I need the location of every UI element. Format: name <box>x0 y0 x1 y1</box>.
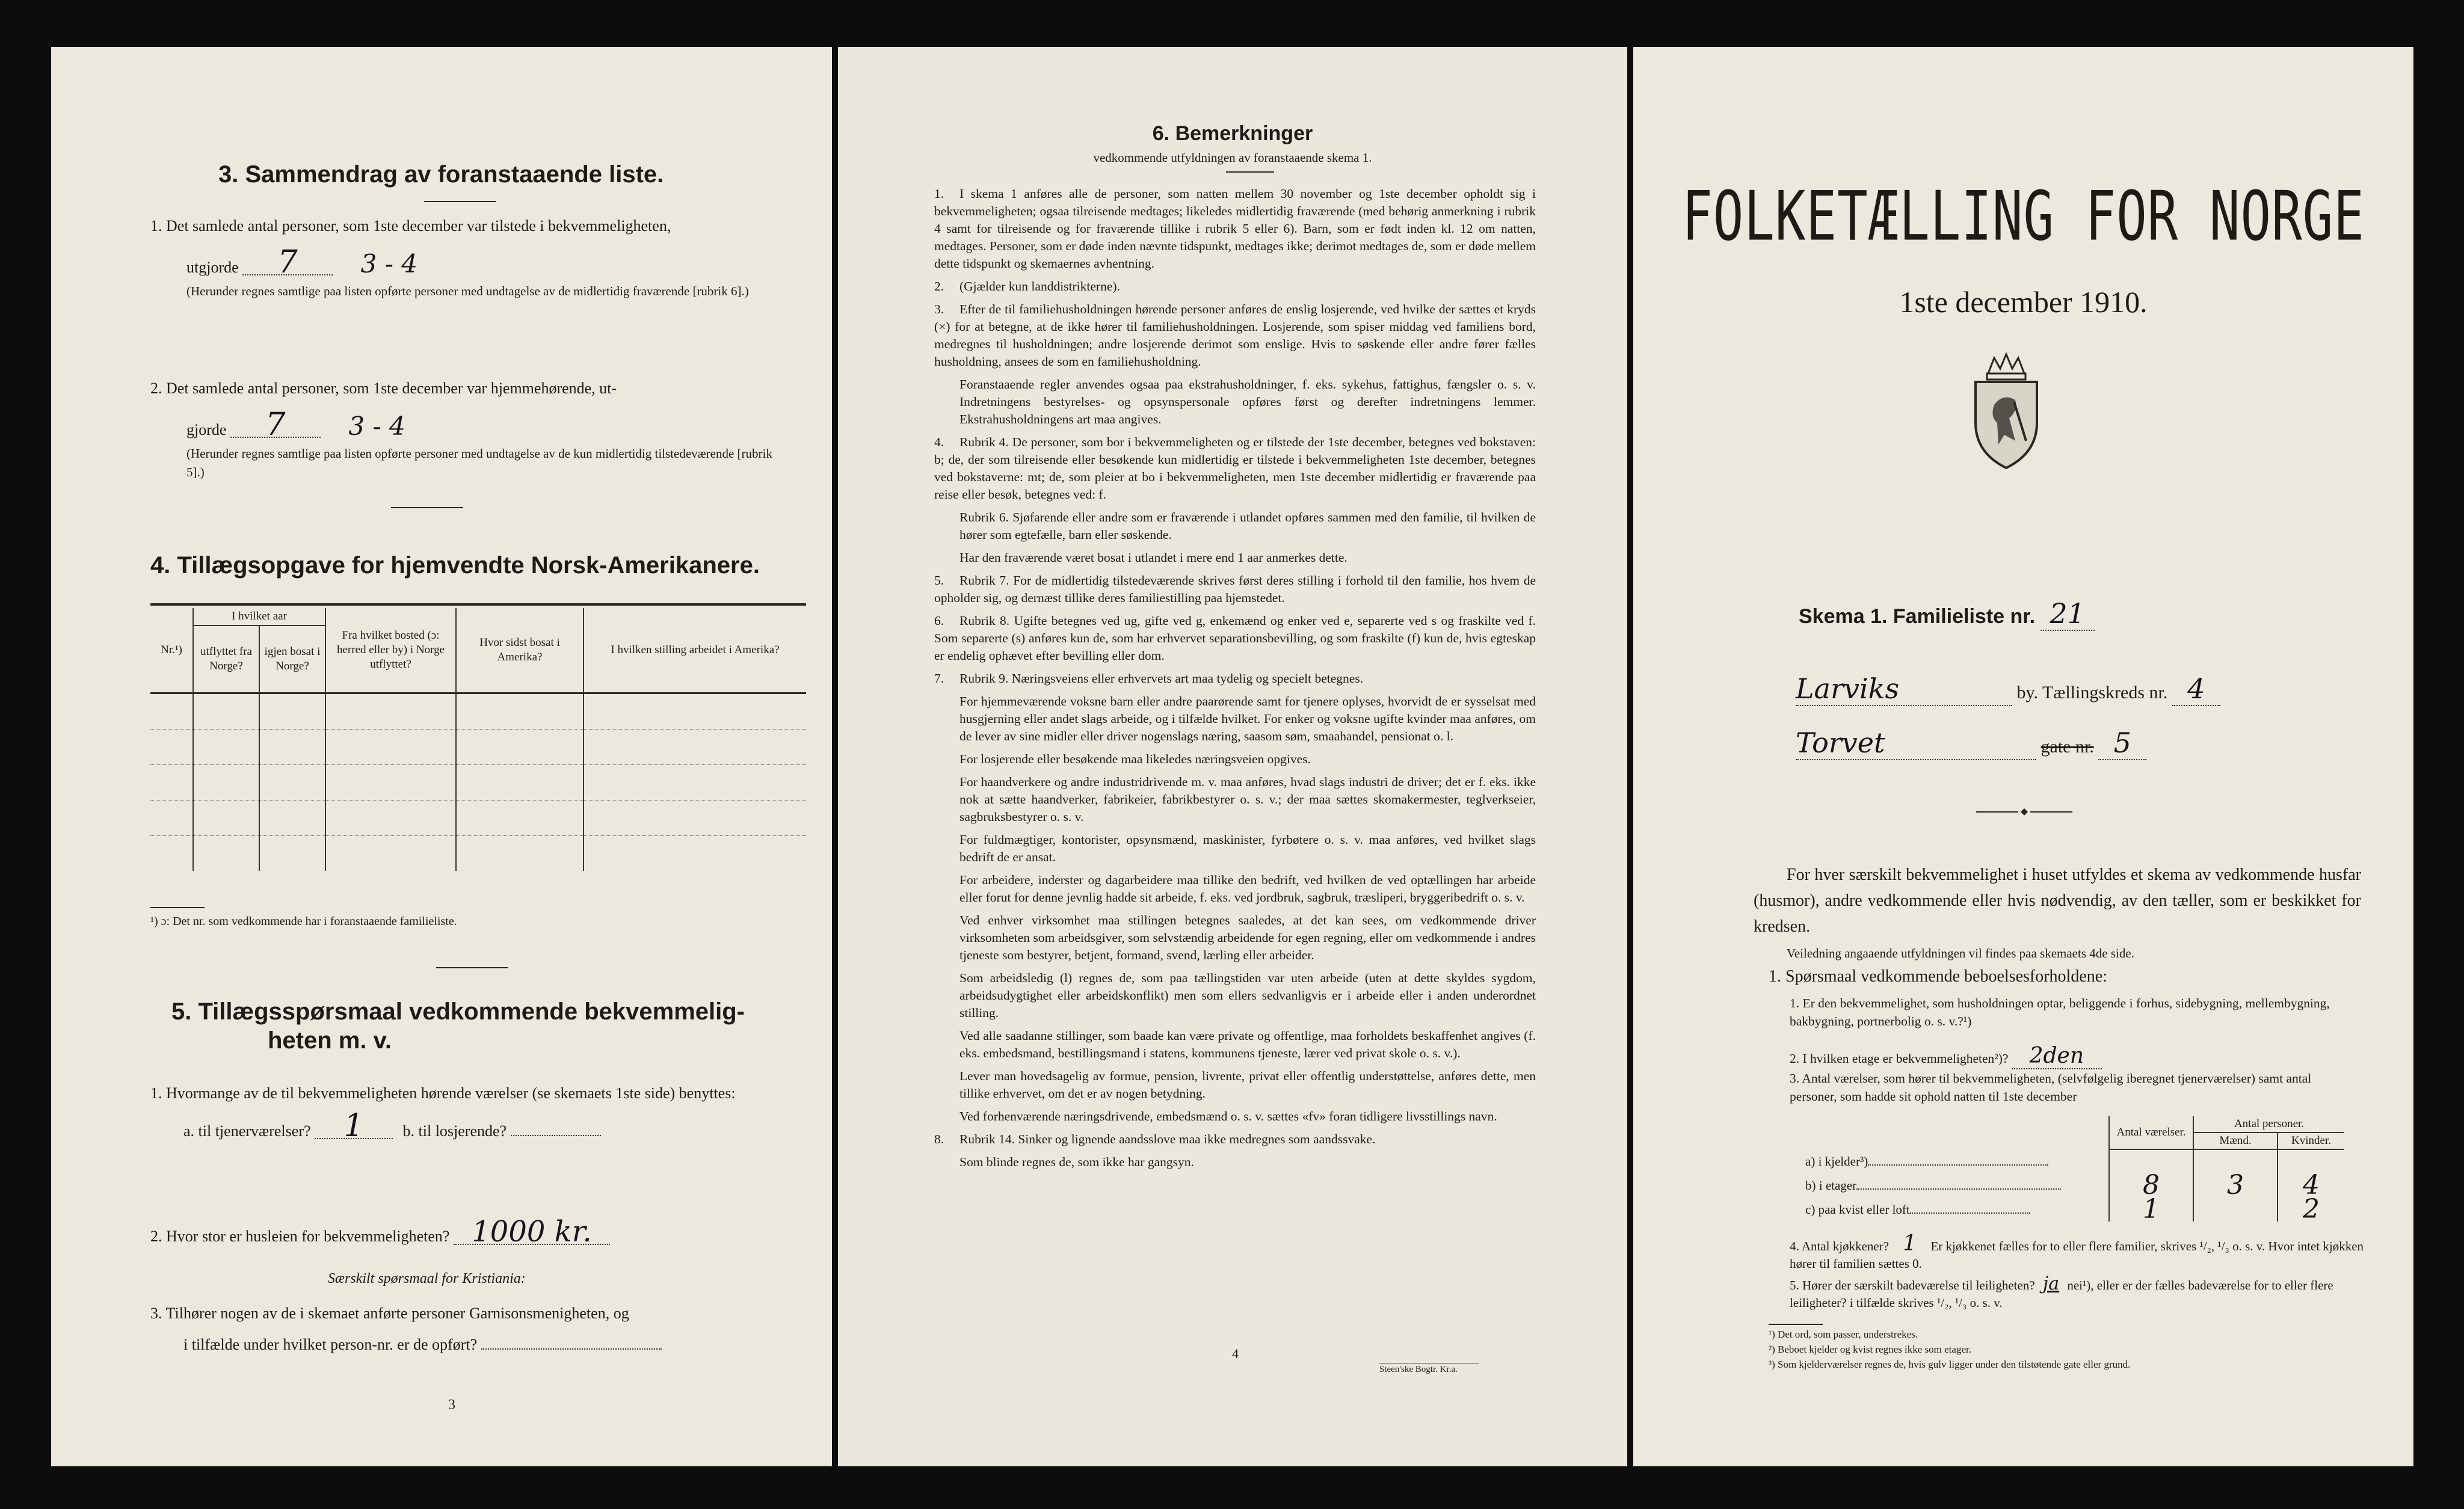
middle-page <box>838 47 1627 1466</box>
bemerkninger-subtitle: vedkommende utfyldningen av foranstaaende skema 1. <box>1093 150 1372 165</box>
gate-value[interactable]: Torvet <box>1796 727 2036 760</box>
bemerkning-item <box>934 509 1536 544</box>
bemerkning-item <box>934 434 1536 503</box>
cell-vaer[interactable]: 1 <box>2109 1197 2193 1222</box>
sec5-q1-text: 1. Hvormange av de til bekvemmeligheten hørende værelser (se skemaets 1ste side) benyttes: <box>150 1084 736 1102</box>
bemerkning-item <box>934 549 1536 567</box>
rooms-table <box>1803 1116 2344 1225</box>
sec3-q2-text: 2. Det samlede antal personer, som 1ste december var hjemmehørende, ut- <box>150 380 617 397</box>
bemerkning-item <box>934 376 1536 428</box>
bemerkning-item <box>934 1131 1536 1148</box>
sec5-q3 <box>150 1298 812 1360</box>
norsk-amerikanere-table <box>150 608 806 871</box>
q1: 1. Er den bekvemmelighet, som husholdningen optar, beliggende i forhus, sidebygning, mellembygning, bakbygning, portnerbolig o. s. v.?¹) <box>1790 996 2330 1028</box>
schema-line <box>1799 597 2095 631</box>
right-page <box>1633 47 2413 1466</box>
sec3-q2-sub: (Herunder regnes samtlige paa listen opførte personer med undtagelse av de kun midlertidig tilstedeværende [rubrik 5].) <box>186 446 772 479</box>
bemerkning-text: Rubrik 14. Sinker og lignende aandsslove maa ikke medregnes som aandssvake. <box>959 1132 1376 1146</box>
bemerkning-text: For hjemmeværende voksne barn eller andre paarørende samt for tjenere oplyses, hvorvidt de er sysselsat med husgjerning eller andet slags arbeide, og i tilfælde hvilket. For enker og voksne ugifte kvinder maa anføres, om de lever av sine midler eller driver nogenslags næring, saasom søm, smaahandel, pensionat o. l. <box>959 694 1536 743</box>
bemerkning-item <box>934 831 1536 866</box>
sec3-q2-note: 3 - 4 <box>348 411 405 441</box>
q3: 3. Antal værelser, som hører til bekvemmeligheten, (selvfølgelig iberegnet tjenerværelser) samt antal personer, som hadde sit ophold natten til 1ste december <box>1790 1071 2312 1104</box>
bemerkning-item <box>934 1154 1536 1171</box>
bemerkning-item <box>934 670 1536 687</box>
bemerkning-text: (Gjælder kun landdistrikterne). <box>959 279 1120 294</box>
row-label: a) i kjelder³) <box>1805 1154 1868 1169</box>
footnotes <box>1769 1327 2130 1372</box>
table-row <box>150 765 806 801</box>
bemerkning-item <box>934 572 1536 607</box>
sec3-q2 <box>150 378 788 482</box>
bemerkning-item <box>934 773 1536 826</box>
section-5-title-line2: heten m. v. <box>268 1027 392 1054</box>
q2-text: 2. I hvilken etage er bekvemmeligheten²)? <box>1790 1051 2009 1066</box>
sec5-q1 <box>150 1081 812 1143</box>
bemerkning-text: Har den fraværende været bosat i utlandet i mere end 1 aar anmerkes dette. <box>959 550 1348 565</box>
schema-nr[interactable]: 21 <box>2040 597 2095 631</box>
sec5-q1a-answer[interactable]: 1 <box>315 1114 393 1139</box>
col-maend: Mænd. <box>2193 1133 2278 1149</box>
table-row <box>150 836 806 871</box>
divider <box>391 507 463 508</box>
sec5-q2-text: 2. Hvor stor er husleien for bekvemmeligheten? <box>150 1228 450 1245</box>
sec5-q3-answer[interactable] <box>481 1348 662 1350</box>
sec5-q3-text2: i tilfælde under hvilket person-nr. er de opført? <box>183 1336 478 1353</box>
bemerkning-text: Ved alle saadanne stillinger, som baade kan være private og offentlige, maa forholdets beskaffenhet angives (f. eks. embedsmand, bestillingsmand i statens, kommunens tjeneste, lærer ved privat skole o. s. v.). <box>959 1028 1536 1060</box>
q5-text: 5. Hører der særskilt badeværelse til leiligheten? <box>1790 1278 2035 1292</box>
sec3-q1-note: 3 - 4 <box>360 249 417 278</box>
bemerkning-item <box>934 693 1536 745</box>
document-title: FOLKETÆLLING FOR NORGE <box>1682 176 2365 256</box>
q5 <box>1790 1275 2367 1312</box>
bemerkning-number: 3. <box>934 302 944 316</box>
veiledning-text: Veiledning angaaende utfyldningen vil findes paa skemaets 4de side. <box>1787 946 2134 960</box>
table-top-rule <box>150 603 806 606</box>
divider <box>424 201 496 202</box>
sec3-q2-lead: gjorde <box>186 421 227 438</box>
left-page <box>51 47 832 1466</box>
bemerkning-item <box>934 912 1536 964</box>
cell-kvinder[interactable]: 4 <box>2278 1173 2344 1197</box>
row-label: b) i etager <box>1805 1178 1857 1193</box>
table-row <box>1803 1197 2344 1222</box>
bemerkning-text: Som arbeidsledig (l) regnes de, som paa tællingstiden var uten arbeide (uten at dette skyldes sygdom, arbeidsudygtighet eller arbeidskonflikt) men som ellers sedvanligvis er i arbeide eller i anden underordnet stilling. <box>959 971 1536 1020</box>
bemerkning-item <box>934 612 1536 665</box>
bemerkning-item <box>934 1068 1536 1102</box>
bemerkning-number: 7. <box>934 671 944 686</box>
bemerkning-text: For fuldmægtiger, kontorister, opsynsmænd, maskinister, fyrbøtere o. s. v. maa anføres, ved hvilket slags bedrift de er ansat. <box>959 832 1536 864</box>
table-row <box>150 801 806 836</box>
bemerkning-text: Rubrik 9. Næringsveiens eller erhvervets art maa tydelig og specielt betegnes. <box>959 671 1364 686</box>
bemerkning-item <box>934 871 1536 906</box>
bemerkning-text: For losjerende eller besøkende maa likeledes næringsveien opgives. <box>959 752 1311 766</box>
bemerkning-item <box>934 751 1536 768</box>
sec3-q1-lead: utgjorde <box>186 259 239 276</box>
col-amerika: Hvor sidst bosat i Amerika? <box>456 608 584 693</box>
sec5-q1a-label: a. til tjenerværelser? <box>183 1122 311 1140</box>
bemerkning-text: Lever man hovedsagelig av formue, pension, livrente, privat eller offentlig understøttelse, anføres dette, men tillike erhvervet, om det er av nogen betydning. <box>959 1069 1536 1101</box>
footnote-3: ³) Som kjelderværelser regnes de, hvis gulv ligger under den tilstøtende gate eller grund. <box>1769 1359 2131 1370</box>
bemerkning-text: For arbeidere, inderster og dagarbeidere maa tillike den bedrift, ved hvilken de ved optællingen har arbeide eller forut for denne jevnlig hadde sit arbeide, f. eks. ved jordbruk, sagbruk, træsliperi, bryggeribedrift o. s. v. <box>959 873 1536 905</box>
by-line <box>1796 672 2220 706</box>
cell-kvinder[interactable]: 2 <box>2278 1197 2344 1222</box>
coat-of-arms-icon <box>1967 351 2045 474</box>
col-group-aar: I hvilket aar <box>193 608 325 625</box>
section-5-title <box>171 997 745 1055</box>
kreds-nr[interactable]: 4 <box>2172 672 2220 706</box>
bemerkning-number: 6. <box>934 613 944 628</box>
section-4-title: 4. Tillægsopgave for hjemvendte Norsk-Amerikanere. <box>150 552 760 579</box>
q5-rest: nei¹), eller er der fælles badeværelse for to eller flere leiligheter? i tilfælde skrives ¹/₂, ¹/₃ o. s. v. <box>1790 1278 2333 1310</box>
gate-nr[interactable]: 5 <box>2098 727 2146 760</box>
printer-mark: Steen'ske Bogtr. Kr.a. <box>1379 1363 1479 1375</box>
col-bosted: Fra hvilket bosted (ɔ: herred eller by) i Norge utflyttet? <box>325 608 456 693</box>
bemerkning-text: I skema 1 anføres alle de personer, som natten mellem 30 november og 1ste december opholdt sig i bekvemmeligheten; ogsaa tilreisende medtages; likeledes midlertidig fraværende (med behørig anmerkning i rubrik 4 samt for tilreisende og for fraværende tillike i rubrik 5 eller 6). Barn, som er født inden kl. 12 om natten, medtages. Personer, som er døde inden nævnte tidspunkt, medtages ikke; derimot medtages de, som er døde mellem dette tidspunkt og skemaernes avhentning. <box>934 186 1536 271</box>
cell-vaer[interactable]: 8 <box>2109 1173 2193 1197</box>
bemerkning-text: Rubrik 8. Ugifte betegnes ved ug, gifte ved g, enkemænd og enker ved e, separerte ved s og fraskilte ved f. Som separerte (s) anføres kun de, som har erhvervet separationsbevilling, og som fraskilte (f) kun de, hvis egteskap er endelig ophævet efter bevilling eller dom. <box>934 613 1536 663</box>
q4 <box>1790 1231 2367 1273</box>
bemerkning-text: For haandverkere og andre industridrivende m. v. maa anføres, hvad slags industri de driver; det er f. eks. ikke nok at sætte haandverker, fabrikeier, fabrikbestyrer o. s. v.; der maa sættes skomakermester, teglverkseier, sagbruksbestyrer o. s. v. <box>959 775 1536 824</box>
sec5-q3-text: 3. Tilhører nogen av de i skemaet anførte personer Garnisonsmenigheten, og <box>150 1305 629 1322</box>
intro-text: For hver særskilt bekvemmelighet i huset utfyldes et skema av vedkommende husfar (husmor), andre vedkommende eller hvis nødvendig, av den tæller, som er beskikket for kredsen. <box>1754 865 2361 936</box>
bemerkning-text: Foranstaaende regler anvendes ogsaa paa ekstrahusholdninger, f. eks. sykehus, fattighus, fængsler o. s. v. Indretningens bestyrelses- og opsynspersonale opføres først og derefter indretningens lemmer. Ekstrahusholdningens art maa angives. <box>959 377 1536 426</box>
bemerkning-number: 5. <box>934 573 944 588</box>
document-date: 1ste december 1910. <box>1899 285 2148 319</box>
bemerkning-item <box>934 278 1536 295</box>
sec5-q2 <box>150 1215 812 1249</box>
col-vaerelser: Antal værelser. <box>2109 1116 2193 1149</box>
bemerkning-text: Rubrik 7. For de midlertidig tilstedeværende skrives først deres stilling i forhold til den familie, hos hvem de opholder sig, og dernæst tillike deres familiestilling paa hjemstedet. <box>934 573 1536 605</box>
bemerkning-number: 8. <box>934 1132 944 1146</box>
table-row <box>150 730 806 765</box>
bemerkning-text: Ved enhver virksomhet maa stillingen betegnes saaledes, at det kan sees, om vedkommende driver virksomheten som arbeidsgiver, som selvstændig arbeidende for egen regning, eller om vedkommende i andres tjeneste som bestyrer, betjent, formand, svend, lærling eller arbeider. <box>959 913 1536 962</box>
section-3-title: 3. Sammendrag av foranstaaende liste. <box>218 161 664 188</box>
ornament-icon <box>1976 806 2072 822</box>
footnote-2: ²) Beboet kjelder og kvist regnes ikke som etager. <box>1769 1344 1971 1355</box>
bemerkning-text: Som blinde regnes de, som ikke har gangsyn. <box>959 1155 1194 1169</box>
sec3-q1 <box>150 215 788 301</box>
sec3-q1-answer[interactable]: 7 <box>242 250 333 275</box>
sec3-q1-text: 1. Det samlede antal personer, som 1ste december var tilstede i bekvemmeligheten, <box>150 217 671 235</box>
bemerkning-number: 2. <box>934 279 944 294</box>
section-5-title-line1: 5. Tillægsspørsmaal vedkommende bekvemmelig- <box>171 998 745 1025</box>
cell-maend[interactable] <box>2193 1197 2278 1222</box>
col-stilling: I hvilken stilling arbeidet i Amerika? <box>584 608 806 693</box>
schema-label: Skema 1. Familieliste nr. <box>1799 605 2036 628</box>
bemerkning-item <box>934 301 1536 370</box>
bemerkning-item <box>934 1108 1536 1125</box>
bemerkninger-title: 6. Bemerkninger <box>1152 122 1313 145</box>
bemerkning-text: Rubrik 6. Sjøfarende eller andre som er fraværende i utlandet opføres sammen med den familie, til hvilken de hører som egtefælle, barn eller søskende. <box>959 510 1536 542</box>
cell-maend[interactable]: 3 <box>2193 1173 2278 1197</box>
table-row <box>150 693 806 730</box>
bemerkning-number: 4. <box>934 435 944 449</box>
footnote-rule <box>1769 1324 1823 1325</box>
q4-answer[interactable]: 1 <box>1903 1231 1917 1256</box>
sec5-q1b-answer[interactable] <box>511 1135 601 1136</box>
q4-text: 4. Antal kjøkkener? <box>1790 1239 1890 1253</box>
col-kvinder: Kvinder. <box>2278 1133 2344 1149</box>
gate-line <box>1796 727 2146 760</box>
page-number: 3 <box>448 1397 455 1413</box>
page-number: 4 <box>1232 1346 1239 1361</box>
footnote-1: ¹) Det ord, som passer, understrekes. <box>1769 1329 1918 1340</box>
table-row <box>1803 1173 2344 1197</box>
col-utflyttet: utflyttet fra Norge? <box>193 625 259 693</box>
q5-answer[interactable]: ja <box>2042 1273 2060 1294</box>
q2 <box>1790 1043 2102 1069</box>
bemerkning-item <box>934 185 1536 272</box>
kristiania-heading: Særskilt spørsmaal for Kristiania: <box>328 1271 526 1286</box>
row-label: c) paa kvist eller loft <box>1805 1202 1910 1217</box>
col-igjen: igjen bosat i Norge? <box>259 625 325 693</box>
questions-heading: 1. Spørsmaal vedkommende beboelsesforholdene: <box>1769 967 2107 986</box>
divider <box>436 967 508 968</box>
sec5-q2-answer[interactable]: 1000 kr. <box>454 1220 610 1245</box>
footnote-rule <box>150 907 205 908</box>
divider <box>1226 171 1274 173</box>
bemerkning-text: Efter de til familiehusholdningen hørende personer anføres de enslig losjerende, ved hvilke der sættes et kryds (×) for at betegne, at de ikke hører til familiehusholdningen. Losjerende, som spiser middag ved familiens bord, medregnes til husholdningen; andre losjerende derimot som enslige. Hvis to søskende eller andre fører fælles husholdning, ansees de som en familiehusholdning. <box>934 302 1536 369</box>
bemerkninger-list <box>934 185 1536 1176</box>
bemerkning-item <box>934 970 1536 1022</box>
q2-answer[interactable]: 2den <box>2012 1043 2102 1069</box>
gate-label: gate nr. <box>2040 737 2094 757</box>
by-label: by. Tællingskreds nr. <box>2016 683 2168 702</box>
col-nr: Nr.¹) <box>150 608 193 693</box>
bemerkning-item <box>934 1027 1536 1062</box>
sec5-q1b-label: b. til losjerende? <box>402 1122 507 1140</box>
sec3-q1-sub: (Herunder regnes samtlige paa listen opførte personer med undtagelse av de midlertidig fraværende [rubrik 6].) <box>186 284 749 298</box>
q4-rest: Er kjøkkenet fælles for to eller flere familier, skrives ¹/₂, ¹/₃ o. s. v. Hvor intet kjøkken hører til familien sættes 0. <box>1790 1239 2364 1271</box>
table-row <box>1803 1149 2344 1173</box>
col-group-personer: Antal personer. <box>2193 1116 2344 1133</box>
bemerkning-text: Rubrik 4. De personer, som bor i bekvemmeligheten og er tilstede der 1ste december, betegnes ved bokstaven: b; de, der som tilreisende eller besøkende kun midlertidig er tilstede i bekvemmeligheten 1ste december, betegnes ved bokstaverne: mt; de, som pleier at bo i bekvemmeligheten, men 1ste december midlertidig er fraværende paa reise eller besøk, betegnes ved: f. <box>934 435 1536 502</box>
sec3-q2-answer[interactable]: 7 <box>230 413 321 438</box>
sec4-footnote: ¹) ɔ: Det nr. som vedkommende har i foranstaaende familieliste. <box>150 915 457 928</box>
bemerkning-text: Ved forhenværende næringsdrivende, embedsmænd o. s. v. sættes «fv» foran tidligere livsstillings navn. <box>959 1109 1497 1123</box>
bemerkning-number: 1. <box>934 186 944 201</box>
by-value[interactable]: Larviks <box>1796 672 2012 706</box>
